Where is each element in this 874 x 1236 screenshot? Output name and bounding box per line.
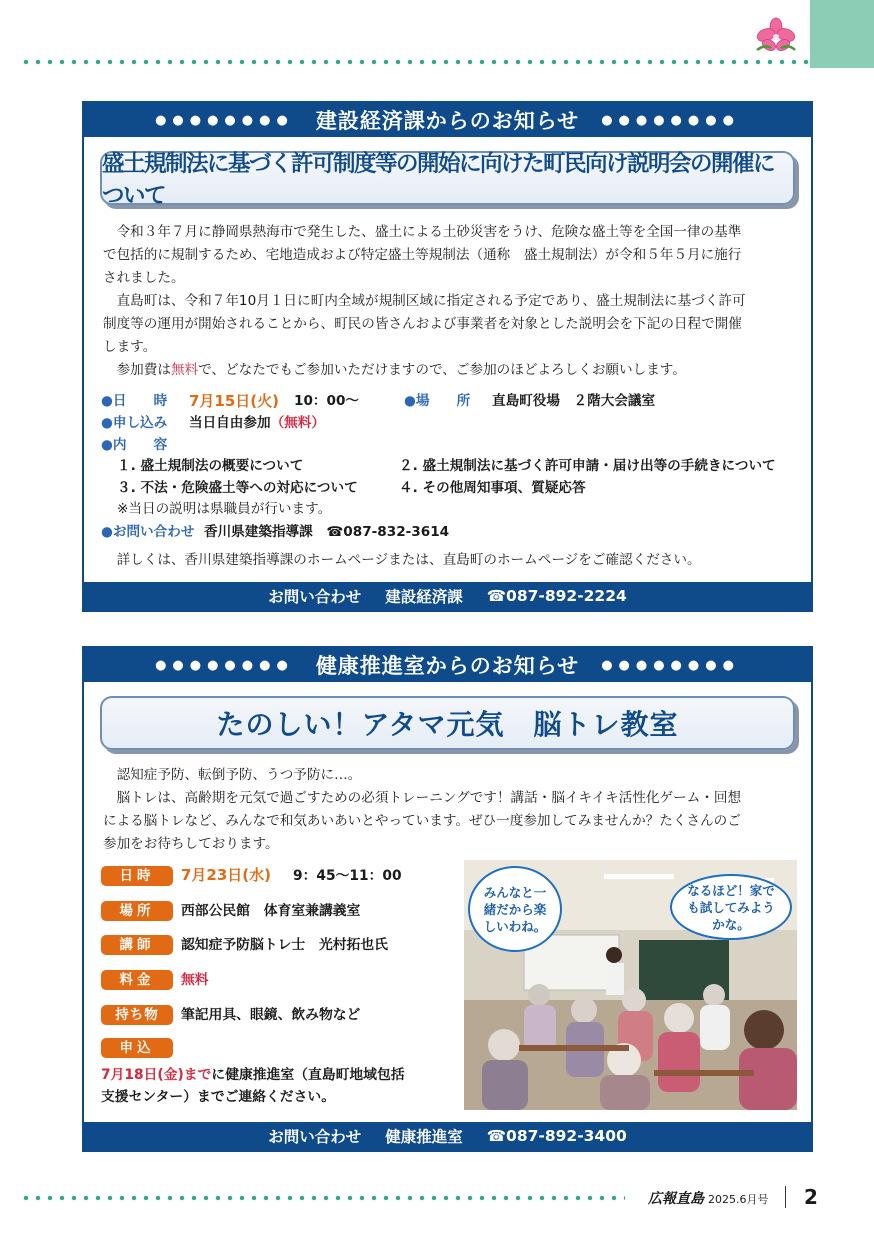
time-value: 10：00～	[294, 393, 360, 409]
health-notice-section	[82, 646, 813, 1152]
paragraph-line: 脳トレは、高齢期を元気で過ごすための必須トレーニングです！講話・脳イキイキ活性化ゲーム・回想	[116, 790, 742, 806]
apply-row: ●申し込み 当日自由参加（無料）	[101, 415, 325, 431]
bottom-dotted-line	[20, 1195, 625, 1201]
content-item: ４. その他周知事項、質疑応答	[399, 479, 586, 496]
content-item: ２. 盛土規制法に基づく許可申請・届け出等の手続きについて	[399, 458, 776, 474]
tag-date: 日時	[101, 866, 173, 886]
note: ※当日の説明は県職員が行います。	[117, 501, 332, 517]
detail-lecturer: 講師 認知症予防脳トレ士 光村拓也氏	[101, 933, 388, 955]
tag-lecturer: 講師	[101, 935, 173, 955]
construction-notice-section	[82, 101, 813, 612]
brand-logo: 広報直島	[648, 1191, 704, 1207]
section-footer-bar: お問い合わせ 健康推進室 ☎087-892-3400	[84, 1122, 811, 1150]
paragraph-line: されました。	[103, 270, 185, 286]
paragraph-line: 制度等の運用が開始されることから、町民の皆さんおよび事業者を対象とした説明会を下記の日程で開催	[103, 316, 742, 332]
paragraph-line: 直島町は、令和７年10月１日に町内全域が規制区域に指定される予定であり、盛土規制法に基づく許可	[116, 293, 746, 309]
tag-apply: 申込	[101, 1038, 173, 1058]
place-value: 直島町役場 ２階大会議室	[492, 393, 656, 409]
date-value: 7月15日(火)	[189, 392, 280, 410]
top-dotted-line	[20, 59, 810, 65]
place-label: ●場 所	[404, 393, 471, 409]
detail-items: 持ち物 筆記用具、眼鏡、飲み物など	[101, 1003, 360, 1025]
speech-bubble-left: みんなと一緒だから楽しいわね。	[468, 866, 562, 952]
intro-text: 認知症予防、転倒予防、うつ予防に…。	[116, 767, 362, 783]
content-label-row: ●内 容	[101, 437, 168, 453]
paragraph-line: 参加をお待ちしております。	[103, 836, 279, 852]
paragraph-line: 令和３年７月に静岡県熱海市で発生した、盛土による土砂災害をうけ、危険な盛土等を全国一律の基準	[116, 224, 742, 240]
detail-place: 場所 西部公民館 体育室兼講義室	[101, 899, 360, 921]
notice-title: 盛土規制法に基づく許可制度等の開始に向けた町民向け説明会の開催について	[100, 151, 795, 205]
section-footer-bar: お問い合わせ 建設経済課 ☎087-892-2224	[84, 582, 811, 610]
section-heading: ●●●●●●●● 建設経済課からのお知らせ ●●●●●●●●	[84, 103, 811, 137]
corner-tab	[810, 0, 874, 68]
notice-title: たのしい！アタマ元気 脳トレ教室	[100, 696, 795, 750]
date-label: ●日 時	[101, 393, 168, 409]
fee-paragraph: 参加費は無料で、どなたでもご参加いただけますので、ご参加のほどよろしくお願いします。	[116, 362, 686, 378]
detail-fee: 料金 無料	[101, 968, 209, 990]
date-place-row	[84, 390, 811, 412]
page-number: 2	[804, 1185, 818, 1209]
paragraph-line: します。	[103, 339, 157, 355]
content-item: １. 盛土規制法の概要について	[117, 458, 304, 474]
paragraph-line: による脳トレなど、みんなで和気あいあいとやっています。ぜひ一度参加してみませんか？たくさんのご	[103, 813, 741, 829]
detail-date: 日時 7月23日(水) 9：45～11：00	[101, 864, 402, 886]
azalea-flower-icon	[753, 16, 799, 56]
class-photo	[464, 860, 797, 1110]
details-text: 詳しくは、香川県建築指導課のホームページまたは、直島町のホームページをご確認ください。	[116, 551, 701, 568]
inquiry-row: ●お問い合わせ 香川県建築指導課 ☎087-832-3614	[101, 523, 450, 540]
tag-place: 場所	[101, 901, 173, 921]
content-item: ３. 不法・危険盛土等への対応について	[117, 479, 358, 496]
detail-apply	[101, 1038, 181, 1058]
section-heading: ●●●●●●●● 健康推進室からのお知らせ ●●●●●●●●	[84, 648, 811, 682]
issue-date: 2025.6月号	[708, 1193, 769, 1206]
paragraph-line: で包括的に規制するため、宅地造成および特定盛土等規制法（通称 盛土規制法）が令和５年５月に施行	[103, 247, 742, 263]
footer-divider	[785, 1186, 786, 1208]
tag-fee: 料金	[101, 970, 173, 990]
tag-items: 持ち物	[101, 1005, 173, 1025]
speech-bubble-right: なるほど！家でも試してみようかな。	[670, 874, 792, 940]
apply-text: 7月18日(金)までに健康推進室（直島町地域包括 支援センター）までご連絡ください。	[101, 1067, 405, 1105]
